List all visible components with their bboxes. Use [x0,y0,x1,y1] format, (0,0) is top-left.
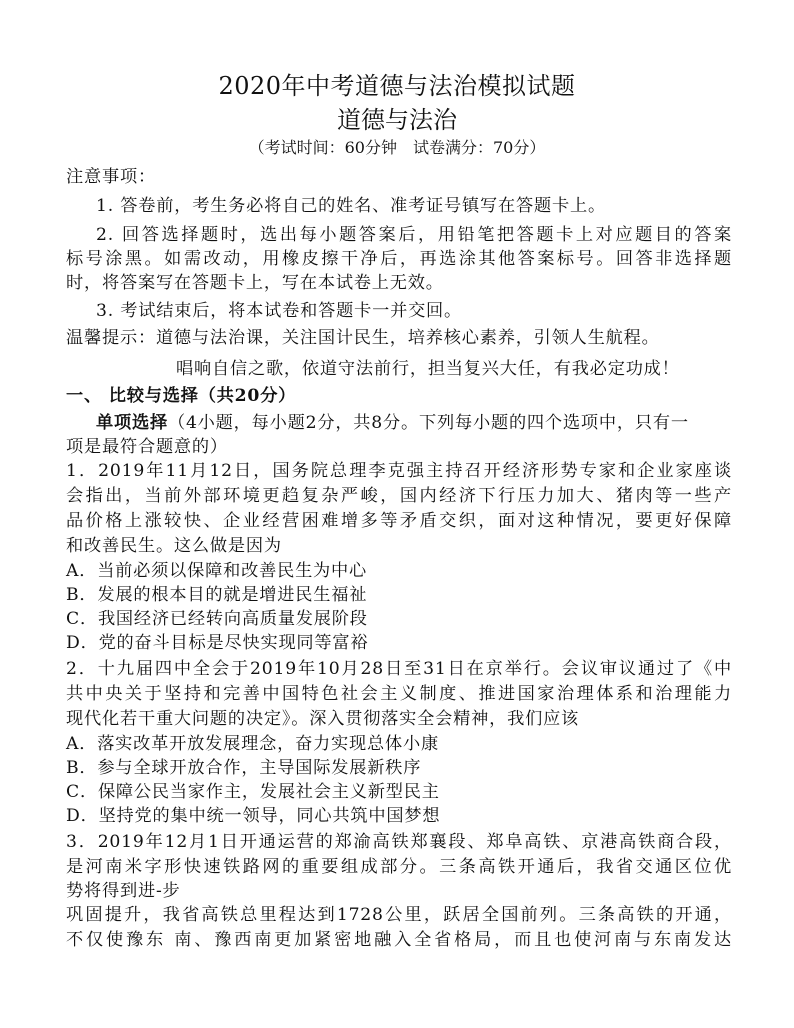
exam-title: 2020年中考道德与法治模拟试题 [218,72,576,100]
q1-stem-line-1: 1．2019年11月12日，国务院总理李克强主持召开经济形势专家和企业家座谈 [66,461,732,481]
section-instructions [96,410,732,436]
notice-heading: 注意事项： [66,167,156,187]
q1-option-d: D．党的奋斗目标是尽快实现同等富裕 [66,633,369,653]
section-instructions-text: （4小题，每小题2分，共8分。下列每小题的四个选项中，只有一 [167,413,689,433]
notice-item-3: 3. 考试结束后，将本试卷和答题卡一并交回。 [96,301,463,321]
section-heading: 一、 比较与选择（共20分） [66,386,297,406]
q1-option-a: A．当前必须以保障和改善民生为中心 [66,561,368,581]
q1-stem-line-4: 和改善民生。这么做是因为 [66,536,282,556]
notice-item-2-line-1: 2. 回答选择题时，选出每小题答案后，用铅笔把答题卡上对应题目的答案 [96,225,732,245]
q2-stem-line-1: 2．十九届四中全会于2019年10月28日至31日在京举行。会议审议通过了《中 [66,659,732,679]
exam-time-info: （考试时间：60分钟 试卷满分：70分） [248,138,546,157]
q3-stem-line-3: 势将得到进-步 [66,881,181,901]
q1-option-c: C．我国经济已经转向高质量发展阶段 [66,609,368,629]
q1-option-b: B．发展的根本目的就是增进民生福祉 [66,585,368,605]
q2-option-b: B．参与全球开放合作，主导国际发展新秩序 [66,758,422,778]
q1-stem-line-2: 会指出，当前外部环境更趋复杂严峻，国内经济下行压力加大、猪肉等一些产 [66,486,732,506]
notice-item-2-line-2: 标号涂黑。如需改动，用橡皮擦干净后，再选涂其他答案标号。回答非选择题 [66,249,732,269]
section-type-label: 单项选择 [96,413,168,433]
section-instructions-line-2: 项是最符合题意的） [66,437,228,457]
tip-line-2: 唱响自信之歌，依道守法前行，担当复兴大任，有我必定功成！ [176,359,680,379]
q3-stem-line-1: 3．2019年12月1日开通运营的郑渝高铁郑襄段、郑阜高铁、京港高铁商合段， [66,832,732,852]
q2-option-a: A．落实改革开放发展理念，奋力实现总体小康 [66,734,439,754]
tip-line-1: 温馨提示：道德与法治课，关注国计民生，培养核心素养，引领人生航程。 [66,328,660,348]
q2-option-c: C．保障公民当家作主，发展社会主义新型民主 [66,782,440,802]
notice-item-1: 1. 答卷前，考生务必将自己的姓名、准考证号镇写在答题卡上。 [96,196,606,216]
q3-stem-line-5: 不仅使豫东 南、豫西南更加紧密地融入全省格局，而且也使河南与东南发达 [66,930,732,950]
notice-item-2-line-3: 时，将答案写在答题卡上，写在本试卷上无效。 [66,273,444,293]
q1-stem-line-3: 品价格上涨较快、企业经营困难增多等矛盾交织，面对这种情况，要更好保障 [66,511,732,531]
q3-stem-line-4: 巩固提升，我省高铁总里程达到1728公里，跃居全国前列。三条高铁的开通， [66,905,732,925]
q2-stem-line-3: 现代化若干重大问题的决定》。深入贯彻落实全会精神，我们应该 [66,709,580,729]
q3-stem-line-2: 是河南米字形快速铁路网的重要组成部分。三条高铁开通后，我省交通区位优 [66,857,732,877]
exam-subject: 道德与法治 [337,106,457,134]
q2-option-d: D．坚持党的集中统一领导，同心共筑中国梦想 [66,806,441,826]
q2-stem-line-2: 共中央关于坚持和完善中国特色社会主义制度、推进国家治理体系和治理能力 [66,684,732,704]
